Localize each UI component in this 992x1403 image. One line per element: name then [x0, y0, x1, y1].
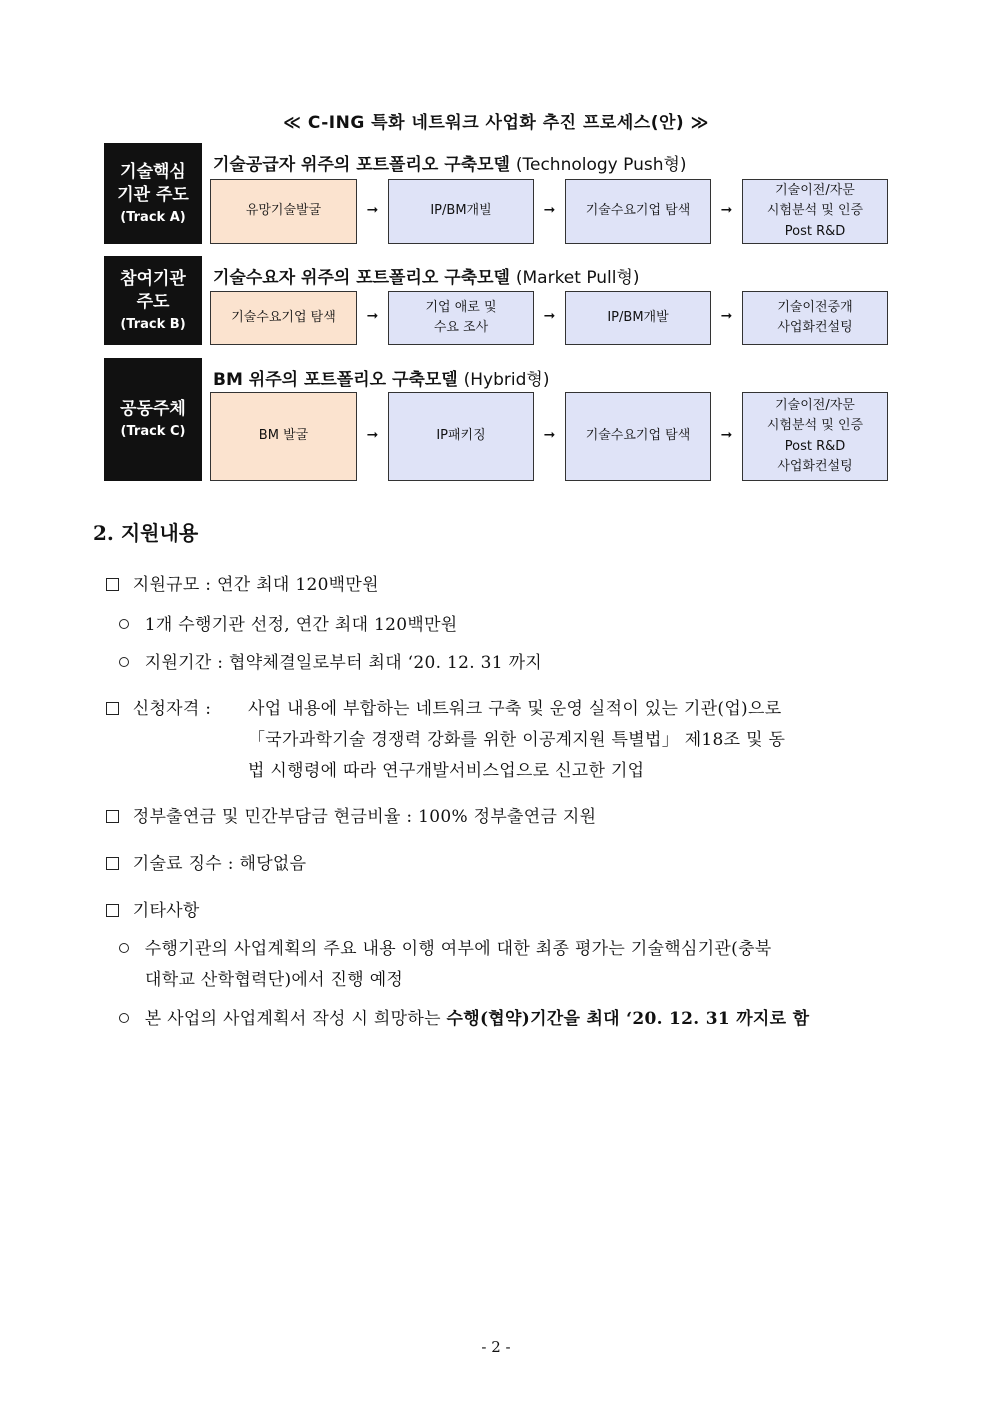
- track-a-step-4: 기술이전/자문 시험분석 및 인증 Post R&D: [742, 179, 888, 244]
- track-c-arrow-1: ➞: [366, 427, 379, 443]
- section-number: 2.: [93, 521, 114, 545]
- item-eligibility-line3: 법 시행령에 따라 연구개발서비스업으로 신고한 기업: [248, 761, 645, 781]
- track-a-arrow-3: ➞: [720, 202, 733, 218]
- item-eligibility-line2: 「국가과학기술 경쟁력 강화를 위한 이공계지원 특별법」 제18조 및 동: [248, 730, 786, 750]
- track-a-arrow-2: ➞: [543, 202, 556, 218]
- track-a-model-title-en: (Technology Push형): [515, 155, 687, 175]
- track-c-model-title-ko: BM 위주의 포트폴리오 구축모델: [213, 370, 464, 390]
- item-funding-text: 정부출연금 및 민간부담금 현금비율 : 100% 정부출연금 지원: [132, 807, 597, 827]
- item-scale-sub2-text: 지원기간 : 협약체결일로부터 최대 ‘20. 12. 31 까지: [144, 653, 543, 673]
- track-b-label-main: 참여기관 주도: [120, 268, 186, 312]
- track-c-model-title-en: (Hybrid형): [463, 370, 550, 390]
- diagram-title: ≪ C-ING 특화 네트워크 사업화 추진 프로세스(안) ≫: [283, 113, 709, 133]
- track-b-step-3: IP/BM개발: [565, 291, 711, 345]
- item-other-text: 기타사항: [132, 901, 200, 921]
- section-title: 지원내용: [120, 521, 199, 545]
- track-a-step-3: 기술수요기업 탐색: [565, 179, 711, 244]
- track-b-model-title-ko: 기술수요자 위주의 포트폴리오 구축모델: [213, 268, 516, 288]
- track-b-step-2: 기업 애로 및 수요 조사: [388, 291, 534, 345]
- circle-bullet-icon: [119, 619, 129, 629]
- track-c-step-2: IP패키징: [388, 392, 534, 481]
- track-b-arrow-1: ➞: [366, 308, 379, 324]
- track-a-model-title: [213, 150, 687, 175]
- item-fee: [106, 849, 306, 874]
- circle-bullet-icon: [119, 943, 129, 953]
- track-b-step-4: 기술이전중개 사업화컨설팅: [742, 291, 888, 345]
- track-c-step-4: 기술이전/자문 시험분석 및 인증 Post R&D 사업화컨설팅: [742, 392, 888, 481]
- item-other-sub1: [119, 934, 772, 959]
- track-c-label: [104, 358, 202, 481]
- item-scale-sub2: [119, 648, 542, 673]
- circle-bullet-icon: [119, 657, 129, 667]
- item-other-sub2: [119, 1004, 809, 1029]
- track-c-model-title: [213, 365, 549, 390]
- item-other-sub2-bold: 수행(협약)기간을 최대 ‘20. 12. 31 까지로 함: [446, 1009, 810, 1029]
- square-bullet-icon: [106, 857, 119, 870]
- track-c-label-sub: (Track C): [120, 424, 186, 440]
- track-a-label: [104, 143, 202, 244]
- square-bullet-icon: [106, 904, 119, 917]
- item-funding: [106, 802, 596, 827]
- item-scale-sub1: [119, 610, 458, 635]
- track-c-step-3: 기술수요기업 탐색: [565, 392, 711, 481]
- track-c-step-1: BM 발굴: [210, 392, 357, 481]
- track-c-arrow-2: ➞: [543, 427, 556, 443]
- track-a-label-sub: (Track A): [120, 209, 186, 225]
- item-scale: [106, 570, 379, 595]
- item-other-sub2-plain: 본 사업의 사업계획서 작성 시 희망하는: [144, 1009, 447, 1029]
- item-other: [106, 896, 200, 921]
- track-a-arrow-1: ➞: [366, 202, 379, 218]
- item-other-sub1-line1: 수행기관의 사업계획의 주요 내용 이행 여부에 대한 최종 평가는 기술핵심기관(충북: [144, 939, 772, 959]
- track-b-arrow-2: ➞: [543, 308, 556, 324]
- item-eligibility-label: 신청자격 :: [132, 699, 212, 719]
- track-b-model-title-en: (Market Pull형): [515, 268, 640, 288]
- track-b-model-title: [213, 263, 640, 288]
- circle-bullet-icon: [119, 1013, 129, 1023]
- track-b-step-1: 기술수요기업 탐색: [210, 291, 357, 345]
- track-b-arrow-3: ➞: [720, 308, 733, 324]
- track-c-arrow-3: ➞: [720, 427, 733, 443]
- track-a-step-2: IP/BM개빌: [388, 179, 534, 244]
- section-heading: [93, 517, 198, 546]
- item-scale-sub1-text: 1개 수행기관 선정, 연간 최대 120백만원: [144, 615, 458, 635]
- track-a-label-main: 기술핵심 기관 주도: [117, 161, 189, 205]
- track-a-model-title-ko: 기술공급자 위주의 포트폴리오 구축모델: [213, 155, 516, 175]
- track-b-label: [104, 256, 202, 345]
- item-scale-text: 지원규모 : 연간 최대 120백만원: [132, 575, 379, 595]
- square-bullet-icon: [106, 702, 119, 715]
- track-c-label-main: 공동주체: [120, 399, 186, 420]
- item-other-sub1-line2: 대학교 산학협력단)에서 진행 예정: [145, 970, 404, 990]
- track-a-step-1: 유망기술발굴: [210, 179, 357, 244]
- page-number: - 2 -: [481, 1338, 511, 1356]
- item-fee-text: 기술료 징수 : 해당없음: [132, 854, 307, 874]
- track-b-label-sub: (Track B): [120, 316, 186, 332]
- square-bullet-icon: [106, 578, 119, 591]
- item-eligibility: [106, 694, 211, 719]
- item-eligibility-line1: 사업 내용에 부합하는 네트워크 구축 및 운영 실적이 있는 기관(업)으로: [248, 699, 782, 719]
- square-bullet-icon: [106, 810, 119, 823]
